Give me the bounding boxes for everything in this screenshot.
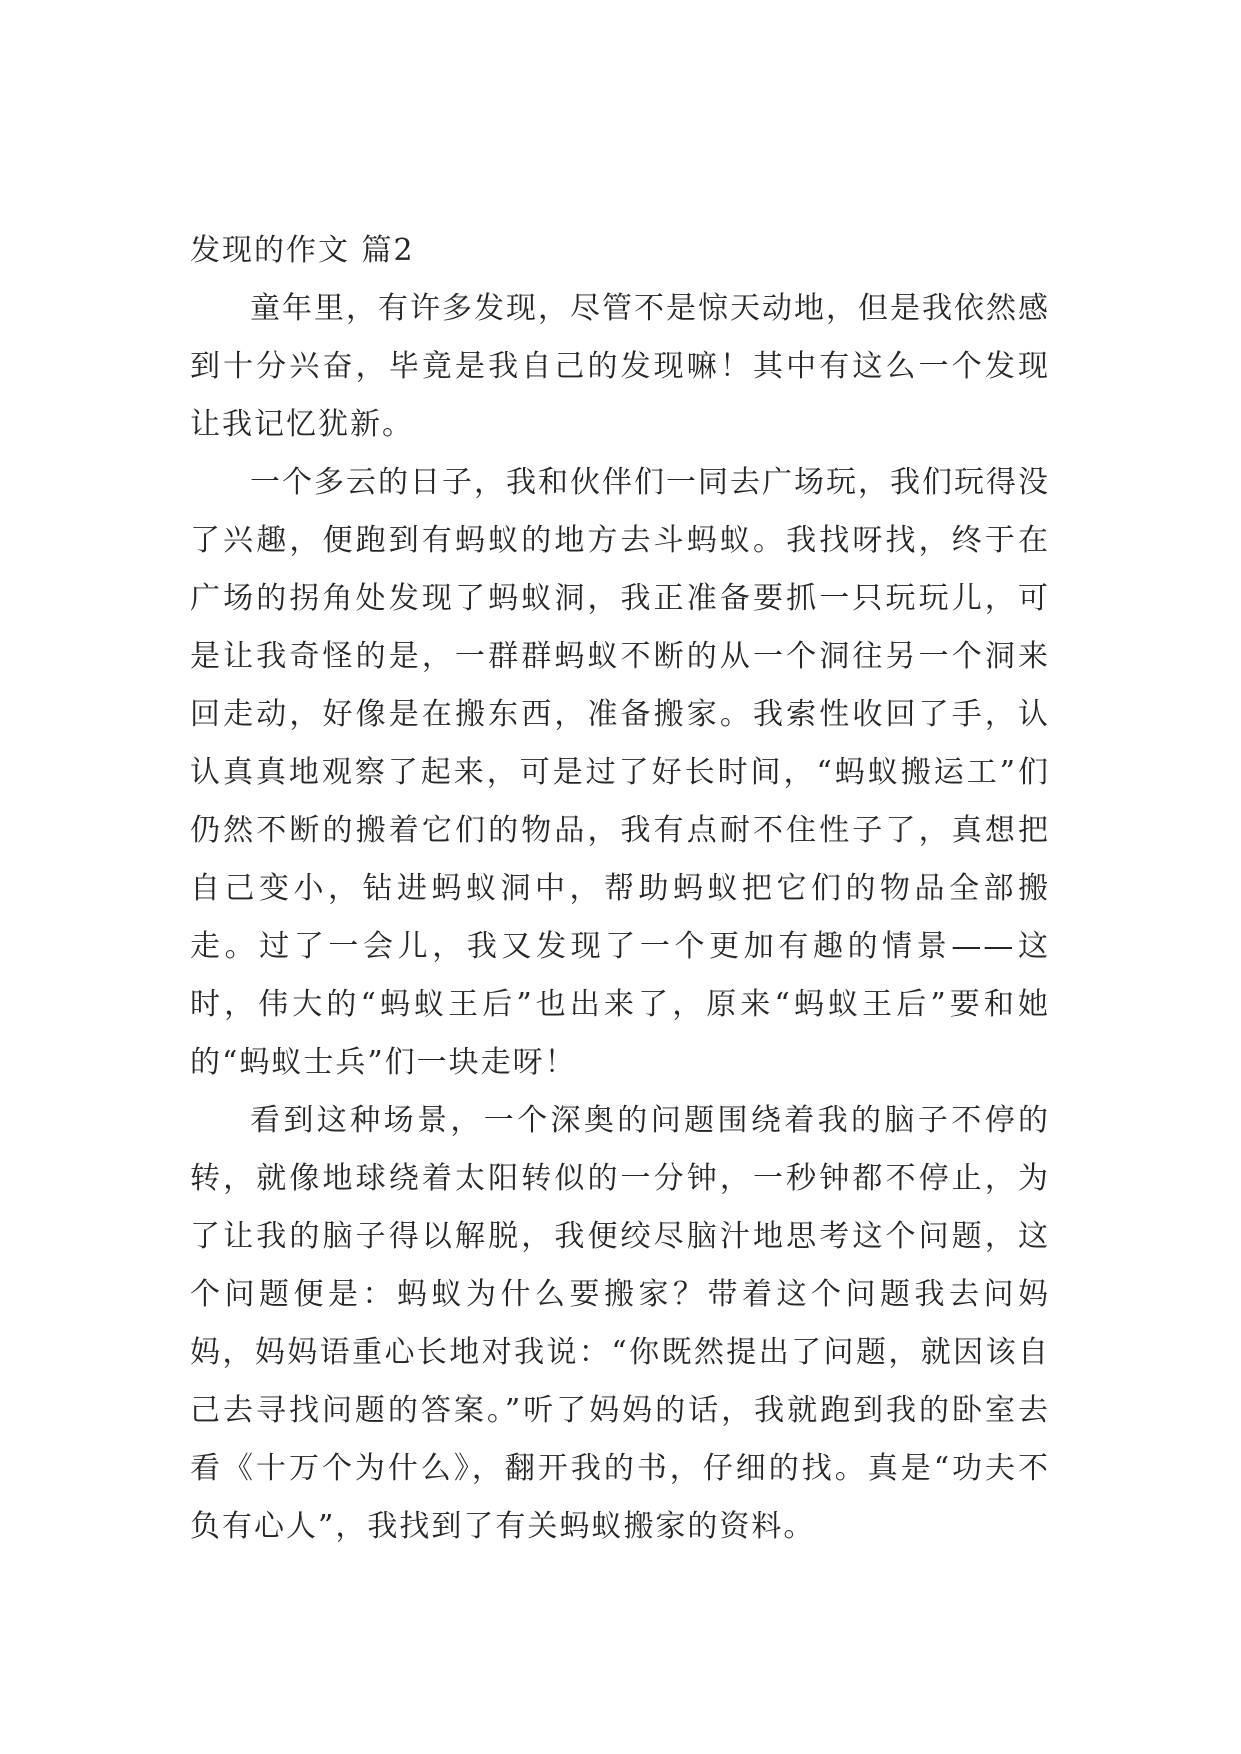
paragraph-1: 童年里，有许多发现，尽管不是惊天动地，但是我依然感到十分兴奋，毕竟是我自己的发现嘛！其中有这么一个发现让我记忆犹新。: [190, 291, 1050, 442]
document-body: [190, 222, 1050, 1556]
document-title: 发现的作文 篇2: [190, 233, 415, 268]
paragraph-3: 看到这种场景，一个深奥的问题围绕着我的脑子不停的转，就像地球绕着太阳转似的一分钟，一秒钟都不停止，为了让我的脑子得以解脱，我便绞尽脑汁地思考这个问题，这个问题便是：蚂蚁为什么要搬家？带着这个问题我去问妈妈，妈妈语重心长地对我说：“你既然提出了问题，就因该自己去寻找问题的答案。”听了妈妈的话，我就跑到我的卧室去看《十万个为什么》，翻开我的书，仔细的找。真是“功夫不负有心人”，我找到了有关蚂蚁搬家的资料。: [190, 1103, 1050, 1544]
paragraph-2: 一个多云的日子，我和伙伴们一同去广场玩，我们玩得没了兴趣，便跑到有蚂蚁的地方去斗蚂蚁。我找呀找，终于在广场的拐角处发现了蚂蚁洞，我正准备要抓一只玩玩儿，可是让我奇怪的是，一群群蚂蚁不断的从一个洞往另一个洞来回走动，好像是在搬东西，准备搬家。我索性收回了手，认认真真地观察了起来，可是过了好长时间，“蚂蚁搬运工”们仍然不断的搬着它们的物品，我有点耐不住性子了，真想把自己变小，钻进蚂蚁洞中，帮助蚂蚁把它们的物品全部搬走。过了一会儿，我又发现了一个更加有趣的情景——这时，伟大的“蚂蚁王后”也出来了，原来“蚂蚁王后”要和她的“蚂蚁士兵”们一块走呀！: [190, 465, 1050, 1080]
